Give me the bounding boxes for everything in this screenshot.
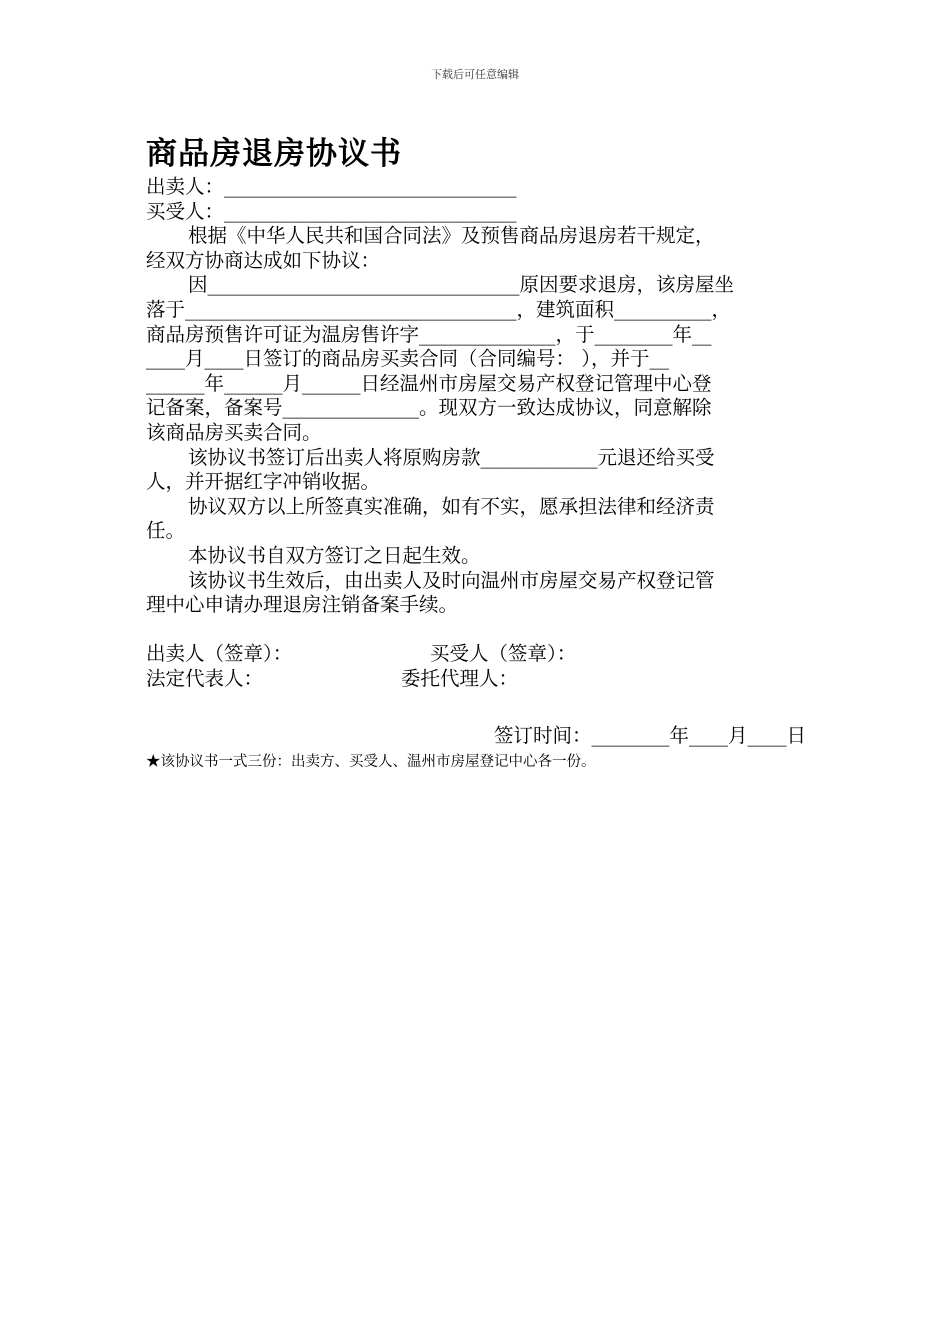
paragraph-line: 人，并开据红字冲销收据。 (146, 470, 381, 494)
seller-seal-label: 出卖人（签章）： (146, 642, 293, 666)
paragraph-line: 该协议书签订后出卖人将原购房款____________元退还给买受 (188, 445, 715, 469)
sign-date: 签订时间：________年____月____日 (493, 724, 806, 748)
paragraph-line: 该协议书生效后，由出卖人及时向温州市房屋交易产权登记管 (188, 568, 715, 592)
paragraph-line: ______年______月______日经温州市房屋交易产权登记管理中心登 (146, 371, 712, 395)
paragraph-line: 本协议书自双方签订之日起生效。 (188, 543, 481, 567)
legal-rep-label: 法定代表人： (146, 666, 264, 690)
signature-row-seals (146, 642, 806, 667)
footnote: ★该协议书一式三份：出卖方、买受人、温州市房屋登记中心各一份。 (146, 754, 596, 770)
paragraph-line: 记备案，备案号______________。现双方一致达成协议，同意解除 (146, 396, 712, 420)
header-note: 下载后可任意编辑 (431, 68, 519, 81)
paragraph-line: 理中心申请办理退房注销备案手续。 (146, 593, 459, 617)
paragraph-line: 因________________________________原因要求退房，该房屋坐 (188, 273, 735, 297)
page-title: 商品房退房协议书 (146, 136, 402, 172)
paragraph-line: 任。 (146, 519, 186, 543)
paragraph-line: 根据《中华人民共和国合同法》及预售商品房退房若干规定， (188, 224, 715, 248)
agent-label: 委托代理人： (401, 666, 519, 690)
signature-row-reps (146, 667, 806, 692)
paragraph-line: 协议双方以上所签真实准确，如有不实，愿承担法律和经济责 (188, 494, 715, 518)
buyer-line: 买受人：______________________________ (146, 199, 517, 223)
paragraph-line: 商品房预售许可证为温房售许字______________，于________年__ (146, 322, 712, 346)
agreement-body (146, 175, 806, 749)
paragraph-line: 该商品房买卖合同。 (146, 420, 322, 444)
paragraph-line: ____月____日签订的商品房买卖合同（合同编号： ），并于__ (146, 347, 669, 371)
buyer-seal-label: 买受人（签章）： (430, 642, 577, 666)
paragraph-line: 落于__________________________________，建筑面积__________， (146, 297, 732, 321)
seller-line: 出卖人：______________________________ (146, 175, 517, 198)
paragraph-line: 经双方协商达成如下协议： (146, 248, 381, 272)
